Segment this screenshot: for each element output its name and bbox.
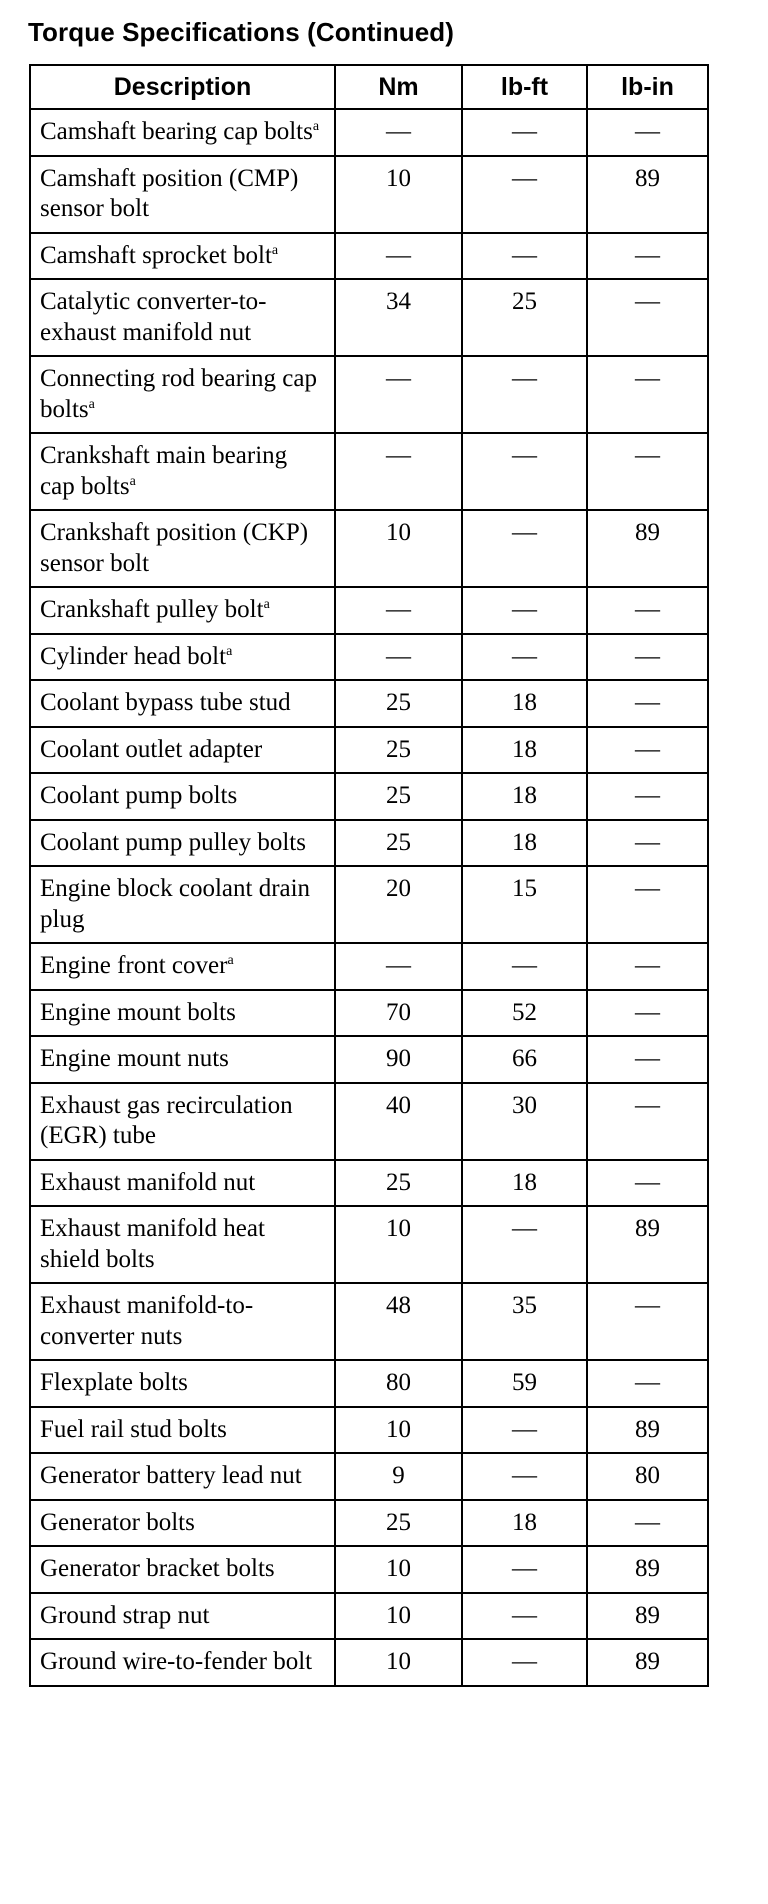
lbin-cell: — [587,727,708,774]
nm-cell: — [335,943,462,990]
description-cell [30,1283,335,1360]
nm-cell: — [335,109,462,156]
table-header [30,65,708,109]
lbin-cell: — [587,1036,708,1083]
lbin-cell: — [587,773,708,820]
description-cell [30,634,335,681]
lbft-cell: — [462,510,587,587]
lbin-cell: — [587,1500,708,1547]
table-row [30,1206,708,1283]
lbft-cell: 18 [462,1500,587,1547]
nm-cell: — [335,233,462,280]
description-cell [30,233,335,280]
nm-cell: 25 [335,773,462,820]
lbft-cell: — [462,109,587,156]
description-text: Generator bracket bolts [40,1555,275,1582]
description-text: Catalytic converter-to-exhaust manifold nut [40,288,267,346]
lbin-cell: — [587,680,708,727]
lbft-cell: 35 [462,1283,587,1360]
table-row [30,1083,708,1160]
nm-cell: 90 [335,1036,462,1083]
footnote-marker: a [227,953,234,968]
nm-cell: 10 [335,156,462,233]
lbft-cell: — [462,1407,587,1454]
description-text: Coolant outlet adapter [40,735,263,763]
nm-cell: 10 [335,1407,462,1454]
nm-cell: 40 [335,1083,462,1160]
lbin-cell: — [587,990,708,1037]
table-row [30,680,708,727]
nm-cell: 10 [335,1546,462,1593]
description-text: Exhaust manifold-to-converter nuts [40,1292,254,1350]
lbin-cell: — [587,943,708,990]
nm-cell: 48 [335,1283,462,1360]
lbft-cell: — [462,634,587,681]
description-text: Connecting rod bearing cap bolts [40,365,317,423]
table-row [30,1593,708,1640]
description-text: Exhaust manifold heat shield bolts [40,1215,265,1273]
description-text: Exhaust gas recirculation (EGR) tube [40,1091,293,1149]
description-cell [30,1500,335,1547]
table-row [30,1500,708,1547]
table-row [30,433,708,510]
description-text: Coolant bypass tube stud [40,689,291,716]
lbft-cell: — [462,1453,587,1500]
description-cell [30,990,335,1037]
table-row [30,279,708,356]
description-cell [30,1206,335,1283]
lbft-cell: — [462,1639,587,1686]
nm-cell: 9 [335,1453,462,1500]
description-text: Generator bolts [40,1508,195,1536]
lbin-cell: — [587,433,708,510]
lbft-cell: — [462,233,587,280]
lbft-cell: 66 [462,1036,587,1083]
table-body [30,109,708,1686]
nm-cell: 10 [335,1206,462,1283]
lbin-cell: — [587,866,708,943]
nm-cell: — [335,433,462,510]
description-cell [30,773,335,820]
lbin-cell: 89 [587,1593,708,1640]
description-cell [30,943,335,990]
description-text: Crankshaft pulley bolt [40,596,264,623]
description-text: Engine block coolant drain plug [40,875,311,933]
description-cell [30,1453,335,1500]
lbin-cell: — [587,1083,708,1160]
description-text: Fuel rail stud bolts [40,1415,227,1443]
header-row [30,65,708,109]
description-text: Flexplate bolts [40,1369,188,1396]
lbft-cell: 18 [462,727,587,774]
lbft-cell: — [462,943,587,990]
table-row [30,1639,708,1686]
column-header-lbin: lb-in [587,65,708,109]
nm-cell: 80 [335,1360,462,1407]
nm-cell: 10 [335,1639,462,1686]
table-row [30,510,708,587]
column-header-nm: Nm [335,65,462,109]
description-text: Camshaft sprocket bolt [40,241,272,269]
table-row [30,233,708,280]
description-text: Ground strap nut [40,1601,210,1629]
lbin-cell: — [587,587,708,634]
footnote-marker: a [129,473,136,489]
lbin-cell: — [587,1160,708,1207]
lbft-cell: — [462,433,587,510]
lbin-cell: 89 [587,510,708,587]
column-header-description: Description [30,65,335,109]
table-row [30,773,708,820]
description-cell [30,1083,335,1160]
table-row [30,727,708,774]
lbft-cell: 18 [462,820,587,867]
description-cell [30,279,335,356]
table-row [30,156,708,233]
description-cell [30,1546,335,1593]
nm-cell: — [335,356,462,433]
description-cell [30,1036,335,1083]
description-cell [30,587,335,634]
lbft-cell: 52 [462,990,587,1037]
lbin-cell: — [587,1360,708,1407]
lbin-cell: 89 [587,1206,708,1283]
column-header-lbft: lb-ft [462,65,587,109]
description-text: Engine mount nuts [40,1045,229,1072]
description-cell [30,680,335,727]
table-row [30,356,708,433]
table-row [30,1360,708,1407]
nm-cell: 25 [335,1160,462,1207]
lbft-cell: 18 [462,773,587,820]
lbin-cell: — [587,820,708,867]
description-text: Camshaft bearing cap bolts [40,118,313,145]
description-cell [30,1360,335,1407]
nm-cell: — [335,587,462,634]
lbin-cell: — [587,356,708,433]
table-row [30,1036,708,1083]
description-cell [30,156,335,233]
lbin-cell: — [587,634,708,681]
description-text: Cylinder head bolt [40,642,227,670]
footnote-marker: a [88,396,95,412]
footnote-marker: a [263,597,270,612]
footnote-marker: a [226,643,233,659]
table-row [30,1546,708,1593]
lbft-cell: — [462,1546,587,1593]
table-row [30,866,708,943]
table-row [30,1453,708,1500]
description-cell [30,510,335,587]
footnote-marker: a [271,242,279,258]
lbin-cell: 89 [587,1407,708,1454]
description-text: Exhaust manifold nut [40,1168,256,1196]
nm-cell: 25 [335,680,462,727]
nm-cell: 25 [335,820,462,867]
table-row [30,990,708,1037]
description-text: Ground wire-to-fender bolt [40,1648,313,1675]
description-cell [30,1160,335,1207]
description-text: Generator battery lead nut [40,1462,302,1489]
nm-cell: 25 [335,727,462,774]
nm-cell: 20 [335,866,462,943]
lbft-cell: — [462,1593,587,1640]
table-row [30,1407,708,1454]
lbft-cell: 30 [462,1083,587,1160]
description-cell [30,433,335,510]
lbft-cell: 25 [462,279,587,356]
description-text: Engine front cover [40,952,228,979]
description-text: Coolant pump pulley bolts [40,828,306,856]
lbin-cell: — [587,233,708,280]
table-row [30,820,708,867]
lbin-cell: 80 [587,1453,708,1500]
description-cell [30,1593,335,1640]
nm-cell: 10 [335,510,462,587]
description-text: Camshaft position (CMP) sensor bolt [40,164,299,222]
lbin-cell: — [587,109,708,156]
nm-cell: 25 [335,1500,462,1547]
description-cell [30,356,335,433]
table-row [30,1283,708,1360]
table-row [30,587,708,634]
description-cell [30,1639,335,1686]
lbft-cell: — [462,1206,587,1283]
description-text: Engine mount bolts [40,998,236,1026]
nm-cell: 10 [335,1593,462,1640]
lbft-cell: — [462,587,587,634]
description-cell [30,727,335,774]
description-cell [30,1407,335,1454]
lbft-cell: 18 [462,680,587,727]
table-row [30,109,708,156]
nm-cell: 34 [335,279,462,356]
lbin-cell: — [587,1283,708,1360]
lbft-cell: — [462,156,587,233]
description-cell [30,820,335,867]
table-row [30,1160,708,1207]
table-row [30,943,708,990]
description-cell [30,109,335,156]
lbin-cell: — [587,279,708,356]
torque-spec-table [29,64,709,1687]
table-row [30,634,708,681]
lbin-cell: 89 [587,1639,708,1686]
description-text: Crankshaft position (CKP) sensor bolt [40,519,309,577]
description-cell [30,866,335,943]
lbin-cell: 89 [587,156,708,233]
lbft-cell: 15 [462,866,587,943]
lbft-cell: 18 [462,1160,587,1207]
lbft-cell: — [462,356,587,433]
page-title: Torque Specifications (Continued) [28,17,455,47]
description-text: Crankshaft main bearing cap bolts [40,442,288,500]
nm-cell: 70 [335,990,462,1037]
lbin-cell: 89 [587,1546,708,1593]
footnote-marker: a [312,119,320,134]
lbft-cell: 59 [462,1360,587,1407]
nm-cell: — [335,634,462,681]
description-text: Coolant pump bolts [40,782,238,809]
